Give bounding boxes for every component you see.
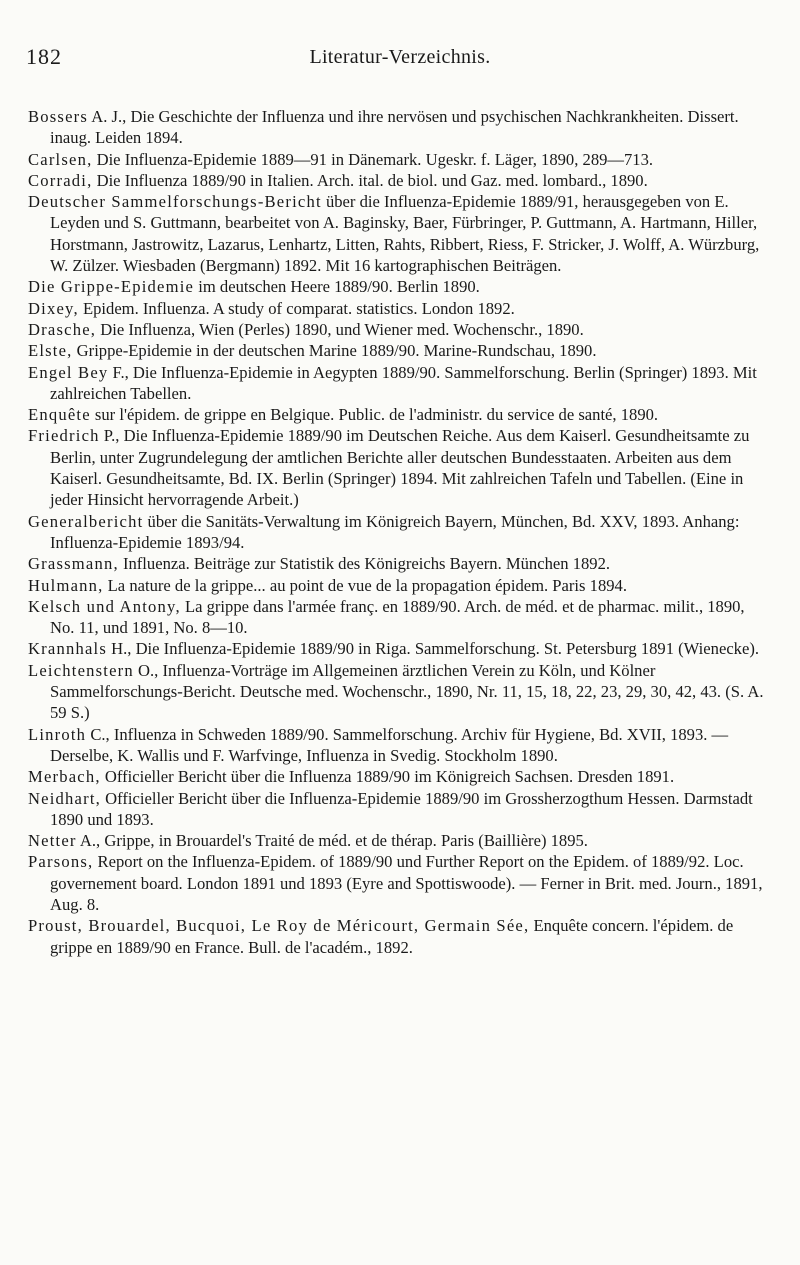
entry-author: Enquête [28, 405, 91, 425]
bibliography-entry [28, 149, 773, 170]
entry-text: F., Die Influenza-Epidemie in Aegypten 1889/90. Sammelforschung. Berlin (Springer) 1893. Mit zahlreichen Tabellen. [50, 362, 757, 403]
entry-author: Generalbericht [28, 511, 144, 531]
entry-author: Dixey, [28, 298, 79, 318]
entry-author: Parsons, [28, 852, 94, 872]
bibliography-entry [28, 170, 773, 191]
entry-author: Elste, [28, 341, 73, 361]
entry-text: H., Die Influenza-Epidemie 1889/90 in Riga. Sammelforschung. St. Petersburg 1891 (Wienecke). [107, 639, 760, 659]
entry-author: Linroth [28, 724, 87, 744]
entry-text: über die Sanitäts-Verwaltung im Königreich Bayern, München, Bd. XXV, 1893. Anhang: Influenza-Epidemie 1893/94. [50, 511, 740, 552]
bibliography-entry [28, 106, 773, 149]
entry-author: Hulmann, [28, 575, 104, 595]
bibliography-entry [28, 276, 773, 297]
entry-author: Engel Bey [28, 362, 109, 382]
bibliography-entry [28, 830, 773, 851]
bibliography-entry [28, 425, 773, 510]
bibliography-entry [28, 511, 773, 554]
entry-author: Drasche, [28, 319, 97, 339]
bibliography-entry [28, 851, 773, 915]
page-number: 182 [26, 44, 62, 69]
entry-text: La grippe dans l'armée franç. en 1889/90. Arch. de méd. et de pharmac. milit., 1890, No. 11, und 1891, No. 8—10. [50, 596, 745, 638]
entry-author: Grassmann, [28, 554, 119, 574]
entry-text: A. J., Die Geschichte der Influenza und ihre nervösen und psychischen Nachkrankheiten. Dissert. inaug. Leiden 1894. [50, 107, 739, 148]
bibliography-entry [28, 575, 773, 596]
entry-text: O., Influenza-Vorträge im Allgemeinen ärztlichen Verein zu Köln, und Kölner Sammelforschungs-Bericht. Deutsche med. Wochenschr., 1890, Nr. 11, 15, 18, 22, 23, 29, 30, 42, 43. (S. A. 59 S.) [50, 660, 764, 723]
bibliography-entry [28, 596, 773, 639]
entry-author: Kelsch und Antony, [28, 596, 181, 616]
entry-author: Die Grippe-Epidemie [28, 277, 195, 297]
bibliography-entry [28, 766, 773, 787]
entry-author: Friedrich [28, 426, 100, 446]
entry-text: Grippe-Epidemie in der deutschen Marine 1889/90. Marine-Rundschau, 1890. [72, 341, 597, 361]
entry-text: Epidem. Influenza. A study of comparat. statistics. London 1892. [78, 298, 515, 318]
bibliography-entry [28, 362, 773, 405]
entry-text: A., Grippe, in Brouardel's Traité de méd. et de thérap. Paris (Baillière) 1895. [76, 831, 588, 851]
bibliography-entry [28, 191, 773, 276]
entry-text: über die Influenza-Epidemie 1889/91, herausgegeben von E. Leyden und S. Guttmann, bearbeitet von A. Baginsky, Baer, Fürbringer, P. Guttmann, A. Hartmann, Hiller, Horstmann, Jastrowitz, Lazarus, Lenhartz, Litten, Rahts, Ribbert, Riess, F. Stricker, J. Wolff, A. Würzburg, W. Zülzer. Wiesbaden (Bergmann) 1892. Mit 16 kartographischen Beiträgen. [50, 192, 760, 276]
entry-text: C., Influenza in Schweden 1889/90. Sammelforschung. Archiv für Hygiene, Bd. XVII, 1893. — Derselbe, K. Wallis und F. Warfvinge, Influenza in Svedig. Stockholm 1890. [50, 724, 729, 765]
entry-text: im deutschen Heere 1889/90. Berlin 1890. [194, 277, 480, 297]
entry-author: Netter [28, 831, 77, 851]
bibliography-list [28, 106, 773, 958]
page-header [0, 44, 800, 74]
entry-text: P., Die Influenza-Epidemie 1889/90 im Deutschen Reiche. Aus dem Kaiserl. Gesundheitsamte zu Berlin, unter Zugrundelegung der amtlichen Berichte aller deutschen Bundesstaaten. Arbeiten aus dem Kaiserl. Gesundheitsamte, Bd. IX. Berlin (Springer) 1894. Mit zahlreichen Tafeln und Tabellen. (Eine in jeder Hinsicht hervorragende Arbeit.) [50, 426, 750, 510]
entry-text: Die Influenza, Wien (Perles) 1890, und Wiener med. Wochenschr., 1890. [96, 319, 584, 339]
bibliography-entry [28, 724, 773, 767]
entry-author: Corradi, [28, 170, 93, 190]
running-title: Literatur-Verzeichnis. [309, 46, 491, 68]
entry-text: Enquête concern. l'épidem. de grippe en 1889/90 en France. Bull. de l'académ., 1892. [50, 916, 734, 957]
entry-author: Deutscher Sammelforschungs-Bericht [28, 192, 322, 212]
entry-author: Neidhart, [28, 788, 102, 808]
entry-text: Officieller Bericht über die Influenza-Epidemie 1889/90 im Grossherzogthum Hessen. Darmstadt 1890 und 1893. [50, 788, 753, 829]
entry-text: Report on the Influenza-Epidem. of 1889/90 und Further Report on the Epidem. of 1889/92. Loc. governement board. London 1891 und 1893 (Eyre and Spottiswoode). — Ferner in Brit. med. Journ., 1891, Aug. 8. [50, 852, 763, 914]
entry-text: Die Influenza-Epidemie 1889—91 in Dänemark. Ugeskr. f. Läger, 1890, 289—713. [92, 149, 654, 169]
bibliography-entry [28, 404, 773, 425]
entry-text: Die Influenza 1889/90 in Italien. Arch. ital. de biol. und Gaz. med. lombard., 1890. [92, 170, 648, 190]
entry-author: Leichtenstern [28, 660, 134, 680]
entry-author: Carlsen, [28, 149, 93, 169]
entry-author: Proust, Brouardel, Bucquoi, Le Roy de Méricourt, Germain Sée, [28, 916, 530, 936]
bibliography-entry [28, 788, 773, 831]
bibliography-entry [28, 553, 773, 574]
entry-text: La nature de la grippe... au point de vue de la propagation épidem. Paris 1894. [103, 575, 627, 595]
bibliography-entry [28, 298, 773, 319]
bibliography-entry [28, 660, 773, 724]
bibliography-entry [28, 915, 773, 958]
bibliography-entry [28, 638, 773, 659]
entry-text: sur l'épidem. de grippe en Belgique. Public. de l'administr. du service de santé, 1890. [90, 405, 659, 425]
entry-author: Bossers [28, 107, 89, 126]
bibliography-entry [28, 340, 773, 361]
entry-text: Officieller Bericht über die Influenza 1889/90 im Königreich Sachsen. Dresden 1891. [100, 767, 675, 787]
entry-text: Influenza. Beiträge zur Statistik des Königreichs Bayern. München 1892. [118, 554, 611, 574]
entry-author: Krannhals [28, 639, 107, 659]
bibliography-entry [28, 319, 773, 340]
entry-author: Merbach, [28, 767, 101, 787]
